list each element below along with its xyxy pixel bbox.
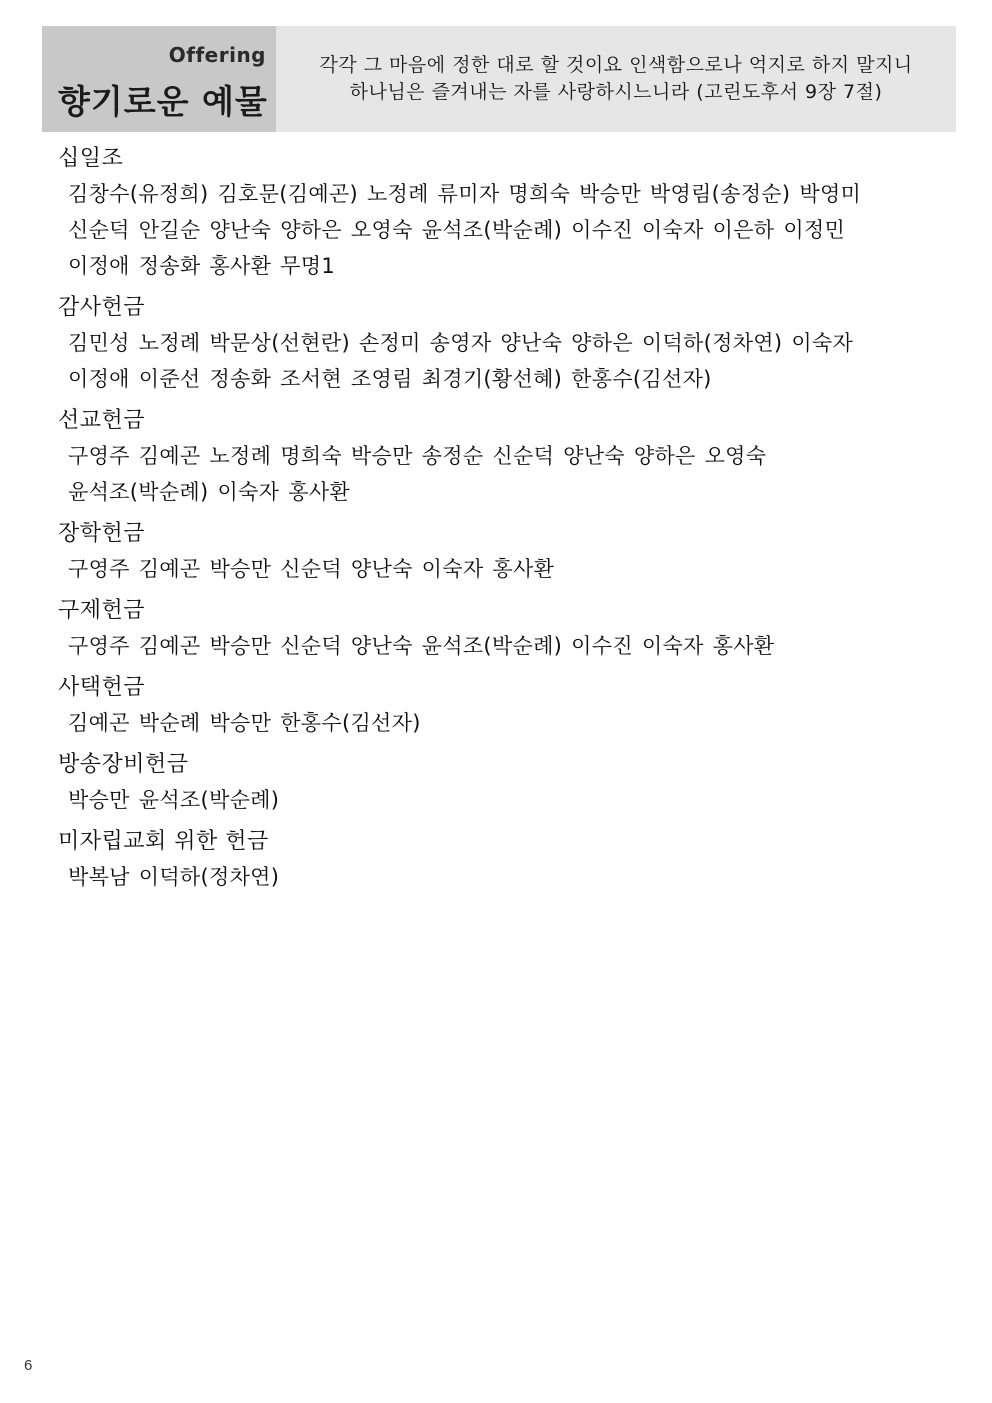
header-label-en: Offering xyxy=(168,43,266,67)
donor-line: 김예곤 박순례 박승만 한홍수(김선자) xyxy=(68,711,421,735)
verse-line-2: 하나님은 즐겨내는 자를 사랑하시느니라 (고린도후서 9장 7절) xyxy=(349,81,883,103)
donor-names xyxy=(58,705,938,741)
donor-names xyxy=(58,782,938,818)
donor-names xyxy=(58,325,938,397)
section-tithe xyxy=(58,142,938,284)
page-title: 향기로운 예물 xyxy=(58,82,268,121)
donor-names xyxy=(58,628,938,664)
section-parsonage xyxy=(58,671,938,741)
donor-line: 박복남 이덕하(정차연) xyxy=(68,865,280,889)
donor-line: 윤석조(박순례) 이숙자 홍사환 xyxy=(68,480,350,504)
section-title: 장학헌금 xyxy=(58,521,146,546)
donor-line: 김민성 노정례 박문상(선현란) 손정미 송영자 양난숙 양하은 이덕하(정차연) 이숙자 xyxy=(68,331,854,355)
donor-line: 구영주 김예곤 박승만 신순덕 양난숙 윤석조(박순례) 이수진 이숙자 홍사환 xyxy=(68,634,775,658)
section-title: 구제헌금 xyxy=(58,598,146,623)
section-broadcast-equipment xyxy=(58,748,938,818)
section-title: 선교헌금 xyxy=(58,408,146,433)
verse-line-1: 각각 그 마음에 정한 대로 할 것이요 인색함으로나 억지로 하지 말지니 xyxy=(319,54,913,76)
donor-names xyxy=(58,859,938,895)
scripture-verse-block xyxy=(276,26,956,132)
section-thanksgiving xyxy=(58,291,938,397)
donor-names xyxy=(58,176,938,284)
page-header xyxy=(42,26,956,132)
section-small-church-support xyxy=(58,825,938,895)
donor-line: 신순덕 안길순 양난숙 양하은 오영숙 윤석조(박순례) 이수진 이숙자 이은하 이정민 xyxy=(68,218,846,242)
section-mission xyxy=(58,404,938,510)
section-title: 십일조 xyxy=(58,146,124,171)
donor-line: 이정애 정송화 홍사환 무명1 xyxy=(68,254,336,278)
donor-line: 김창수(유정희) 김호문(김예곤) 노정례 류미자 명희숙 박승만 박영림(송정순) 박영미 xyxy=(68,182,862,206)
donor-line: 구영주 김예곤 박승만 신순덕 양난숙 이숙자 홍사환 xyxy=(68,557,555,581)
section-scholarship xyxy=(58,517,938,587)
header-title-block xyxy=(42,26,276,132)
donor-line: 박승만 윤석조(박순례) xyxy=(68,788,280,812)
offering-list xyxy=(58,142,938,902)
donor-line: 구영주 김예곤 노정례 명희숙 박승만 송정순 신순덕 양난숙 양하은 오영숙 xyxy=(68,444,767,468)
donor-line: 이정애 이준선 정송화 조서현 조영림 최경기(황선혜) 한홍수(김선자) xyxy=(68,367,712,391)
section-relief xyxy=(58,594,938,664)
section-title: 감사헌금 xyxy=(58,295,146,320)
donor-names xyxy=(58,438,938,510)
section-title: 사택헌금 xyxy=(58,675,146,700)
section-title: 방송장비헌금 xyxy=(58,752,189,777)
donor-names xyxy=(58,551,938,587)
section-title: 미자립교회 위한 헌금 xyxy=(58,829,269,854)
page-number: 6 xyxy=(24,1357,33,1374)
